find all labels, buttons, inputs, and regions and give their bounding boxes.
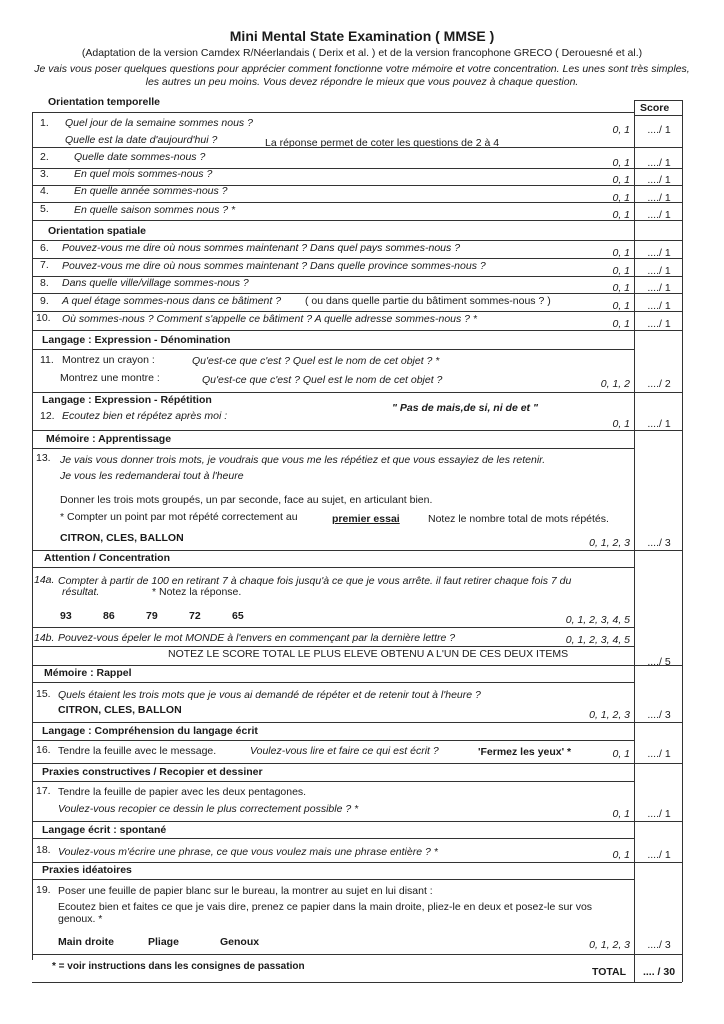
rule — [32, 862, 682, 863]
q10-points: ..../ 1 — [647, 318, 671, 330]
q10-text: Où sommes-nous ? Comment s'appelle ce bâtiment ? A quelle adresse sommes-nous ? * — [62, 313, 478, 325]
q15-text: Quels étaient les trois mots que je vous ai demandé de répéter et de retenir tout à l'heure ? — [58, 689, 481, 701]
q15-number: 15. — [36, 688, 51, 700]
q17-points: ..../ 1 — [647, 808, 671, 820]
q13-points: ..../ 3 — [647, 537, 671, 549]
section-langage-ecrit: Langage écrit : spontané — [42, 824, 167, 836]
q19-number: 19. — [36, 884, 51, 896]
section-orientation-temporelle: Orientation temporelle — [48, 96, 161, 108]
q4-number: 4. — [40, 185, 49, 197]
q3-number: 3. — [40, 168, 49, 180]
rule — [32, 781, 634, 782]
q14-points: ..../ 5 — [647, 656, 671, 668]
q14-total-note: NOTEZ LE SCORE TOTAL LE PLUS ELEVE OBTENU A L'UN DE CES DEUX ITEMS — [168, 648, 569, 660]
q15-points: ..../ 3 — [647, 709, 671, 721]
section-apprentissage: Mémoire : Apprentissage — [46, 433, 172, 445]
rule — [32, 722, 682, 723]
q7-points: ..../ 1 — [647, 265, 671, 277]
q11-label-crayon: Montrez un crayon : — [62, 354, 155, 366]
q9-text-extra: ( ou dans quelle partie du bâtiment sommes-nous ? ) — [305, 295, 551, 307]
q13-text1: Je vais vous donner trois mots, je voudrais que vous me les répétiez et que vous essayiez de les retenir. — [60, 454, 546, 466]
score-header: Score — [640, 102, 670, 114]
q6-scale: 0, 1 — [612, 247, 630, 259]
section-orientation-spatiale: Orientation spatiale — [48, 225, 147, 237]
q11-text-crayon: Qu'est-ce que c'est ? Quel est le nom de cet objet ? * — [192, 355, 440, 367]
rule — [32, 567, 634, 568]
q7-scale: 0, 1 — [612, 265, 630, 277]
q4-text: En quelle année sommes-nous ? — [74, 185, 228, 197]
q19-word-genoux: Genoux — [220, 936, 260, 948]
q8-scale: 0, 1 — [612, 282, 630, 294]
rule — [32, 112, 634, 113]
q16-points: ..../ 1 — [647, 748, 671, 760]
q14a-value: 79 — [146, 610, 158, 622]
q5-points: ..../ 1 — [647, 209, 671, 221]
q14a-value: 93 — [60, 610, 72, 622]
rule — [32, 879, 634, 880]
q12-scale: 0, 1 — [612, 418, 630, 430]
footer-note: * = voir instructions dans les consignes de passation — [52, 961, 305, 972]
rule — [32, 293, 682, 294]
q18-scale: 0, 1 — [612, 849, 630, 861]
q7-number: 7. — [40, 259, 49, 271]
q19-text: Poser une feuille de papier blanc sur le bureau, la montrer au sujet en lui disant : — [58, 885, 433, 897]
q11-scale: 0, 1, 2 — [600, 378, 630, 390]
divider-vertical-right — [682, 100, 683, 982]
q5-scale: 0, 1 — [612, 209, 630, 221]
q16-text: Tendre la feuille avec le message. — [58, 745, 217, 757]
q13-words: CITRON, CLES, BALLON — [60, 532, 184, 544]
section-denomination: Langage : Expression - Dénomination — [42, 334, 231, 346]
q16-text3: 'Fermez les yeux' * — [478, 746, 572, 758]
q19-word-pliage: Pliage — [148, 936, 179, 948]
q11-points: ..../ 2 — [647, 378, 671, 390]
rule — [32, 392, 682, 393]
rule — [32, 430, 682, 431]
rule — [32, 763, 682, 764]
rule — [32, 646, 634, 647]
q14a-number: 14a. — [34, 574, 55, 586]
q14a-text: Compter à partir de 100 en retirant 7 à chaque fois jusqu'à ce que je vous arrête. il faut retirer chaque fois 7 du — [58, 575, 572, 587]
q8-text: Dans quelle ville/village sommes-nous ? — [62, 277, 249, 289]
section-attention: Attention / Concentration — [44, 552, 170, 564]
q14a-value: 65 — [232, 610, 244, 622]
rule — [32, 821, 682, 822]
rule — [32, 665, 682, 666]
q13-text2: Je vous les redemanderai tout à l'heure — [60, 470, 244, 482]
q12-text: Ecoutez bien et répétez après moi : — [62, 410, 228, 422]
q14b-scale: 0, 1, 2, 3, 4, 5 — [565, 634, 630, 646]
q16-text2: Voulez-vous lire et faire ce qui est écrit ? — [250, 745, 439, 757]
q2-number: 2. — [40, 151, 49, 163]
q8-number: 8. — [40, 277, 49, 289]
rule — [32, 838, 634, 839]
q14a-value: 86 — [103, 610, 115, 622]
section-rappel: Mémoire : Rappel — [44, 667, 132, 679]
section-praxies-ideatoires: Praxies idéatoires — [42, 864, 132, 876]
q1b-note: La réponse permet de coter les questions de 2 à 4 — [265, 137, 500, 149]
q14a-text2: résultat. — [62, 586, 100, 598]
rule — [32, 954, 682, 955]
q18-number: 18. — [36, 844, 51, 856]
q1-points: ..../ 1 — [647, 124, 671, 136]
q4-scale: 0, 1 — [612, 192, 630, 204]
q14a-note: * Notez la réponse. — [152, 586, 242, 598]
q18-text: Voulez-vous m'écrire une phrase, ce que vous voulez mais une phrase entière ? * — [58, 846, 438, 858]
q6-number: 6. — [40, 242, 49, 254]
q16-number: 16. — [36, 744, 51, 756]
rule — [32, 258, 682, 259]
q1-text: Quel jour de la semaine sommes nous ? — [65, 117, 253, 129]
q14a-scale: 0, 1, 2, 3, 4, 5 — [565, 614, 630, 626]
q13-premier-essai: premier essai — [332, 513, 400, 525]
q12-number: 12. — [40, 410, 55, 422]
q2-scale: 0, 1 — [612, 157, 630, 169]
q14b-text: Pouvez-vous épeler le mot MONDE à l'envers en commençant par la dernière lettre ? — [58, 632, 456, 644]
q1b-text: Quelle est la date d'aujourd'hui ? — [65, 134, 218, 146]
q17-text: Tendre la feuille de papier avec les deux pentagones. — [58, 786, 307, 798]
q17-number: 17. — [36, 785, 51, 797]
rule — [32, 682, 634, 683]
q2-text: Quelle date sommes-nous ? — [74, 151, 206, 163]
q5-text: En quelle saison sommes nous ? * — [74, 204, 236, 216]
rule — [32, 740, 634, 741]
rule — [634, 100, 682, 101]
q9-scale: 0, 1 — [612, 300, 630, 312]
q7-text: Pouvez-vous me dire où nous sommes maintenant ? Dans quelle province sommes-nous ? — [62, 260, 486, 272]
q3-text: En quel mois sommes-nous ? — [74, 168, 213, 180]
q11-number: 11. — [40, 354, 54, 366]
q19-text2: Ecoutez bien et faites ce que je vais dire, prenez ce papier dans la main droite, pliez-le en deux et posez-le sur vos genoux. * — [58, 901, 593, 925]
q9-points: ..../ 1 — [647, 300, 671, 312]
q13-text4: * Compter un point par mot répété correctement au — [60, 511, 298, 523]
q8-points: ..../ 1 — [647, 282, 671, 294]
section-praxies-constructives: Praxies constructives / Recopier et dessiner — [42, 766, 263, 778]
q12-points: ..../ 1 — [647, 418, 671, 430]
section-repetition: Langage : Expression - Répétition — [42, 394, 212, 406]
q14b-number: 14b. — [34, 632, 55, 644]
rule — [32, 448, 634, 449]
total-value: .... / 30 — [642, 966, 676, 978]
q17-scale: 0, 1 — [612, 808, 630, 820]
rule — [32, 627, 634, 628]
q10-scale: 0, 1 — [612, 318, 630, 330]
q3-points: ..../ 1 — [647, 174, 671, 186]
total-label: TOTAL — [592, 966, 627, 978]
q5-number: 5. — [40, 203, 49, 215]
q13-number: 13. — [36, 452, 51, 464]
q19-word-main-droite: Main droite — [58, 936, 115, 948]
rule — [32, 349, 634, 350]
q1-number: 1. — [40, 117, 49, 129]
q15-words: CITRON, CLES, BALLON — [58, 704, 182, 716]
rule — [32, 220, 682, 221]
q10-number: 10. — [36, 312, 51, 324]
q19-scale: 0, 1, 2, 3 — [589, 939, 630, 951]
q3-scale: 0, 1 — [612, 174, 630, 186]
q16-scale: 0, 1 — [612, 748, 630, 760]
form-intro: Je vais vous poser quelques questions pour apprécier comment fonctionne votre mémoire et votre concentration. Les unes sont très simples, les autres un peu moins. Vous devez répondre le mieux que vous pouvez à chaque question. — [34, 63, 690, 88]
q13-scale: 0, 1, 2, 3 — [589, 537, 630, 549]
q14a-value: 72 — [189, 610, 201, 622]
q2-points: ..../ 1 — [647, 157, 671, 169]
rule — [32, 240, 682, 241]
q9-text: A quel étage sommes-nous dans ce bâtiment ? — [62, 295, 282, 307]
q19-points: ..../ 3 — [647, 939, 671, 951]
q1-scale: 0, 1 — [612, 124, 630, 136]
form-subtitle: (Adaptation de la version Camdex R/Néerlandais ( Derix et al. ) et de la version francophone GRECO ( Derouesné et al.) — [81, 47, 643, 59]
rule — [32, 311, 682, 312]
q13-text3: Donner les trois mots groupés, un par seconde, face au sujet, en articulant bien. — [60, 494, 433, 506]
rule — [32, 147, 682, 148]
section-comprehension: Langage : Compréhension du langage écrit — [42, 725, 258, 737]
q18-points: ..../ 1 — [647, 849, 671, 861]
q4-points: ..../ 1 — [647, 192, 671, 204]
q12-phrase: " Pas de mais,de si, ni de et " — [392, 402, 538, 414]
q6-text: Pouvez-vous me dire où nous sommes maintenant ? Dans quel pays sommes-nous ? — [62, 242, 461, 254]
q9-number: 9. — [40, 295, 49, 307]
q11-label-montre: Montrez une montre : — [60, 372, 160, 384]
rule — [32, 550, 682, 551]
q17-text2: Voulez-vous recopier ce dessin le plus correctement possible ? * — [58, 803, 359, 815]
q6-points: ..../ 1 — [647, 247, 671, 259]
form-title: Mini Mental State Examination ( MMSE ) — [229, 28, 495, 44]
rule — [32, 202, 682, 203]
divider-vertical-left — [634, 100, 635, 982]
rule — [32, 330, 682, 331]
q11-text-montre: Qu'est-ce que c'est ? Quel est le nom de cet objet ? — [202, 374, 443, 386]
q15-scale: 0, 1, 2, 3 — [589, 709, 630, 721]
rule — [634, 115, 682, 116]
q13-text4c: Notez le nombre total de mots répétés. — [428, 513, 609, 525]
rule — [32, 982, 682, 983]
